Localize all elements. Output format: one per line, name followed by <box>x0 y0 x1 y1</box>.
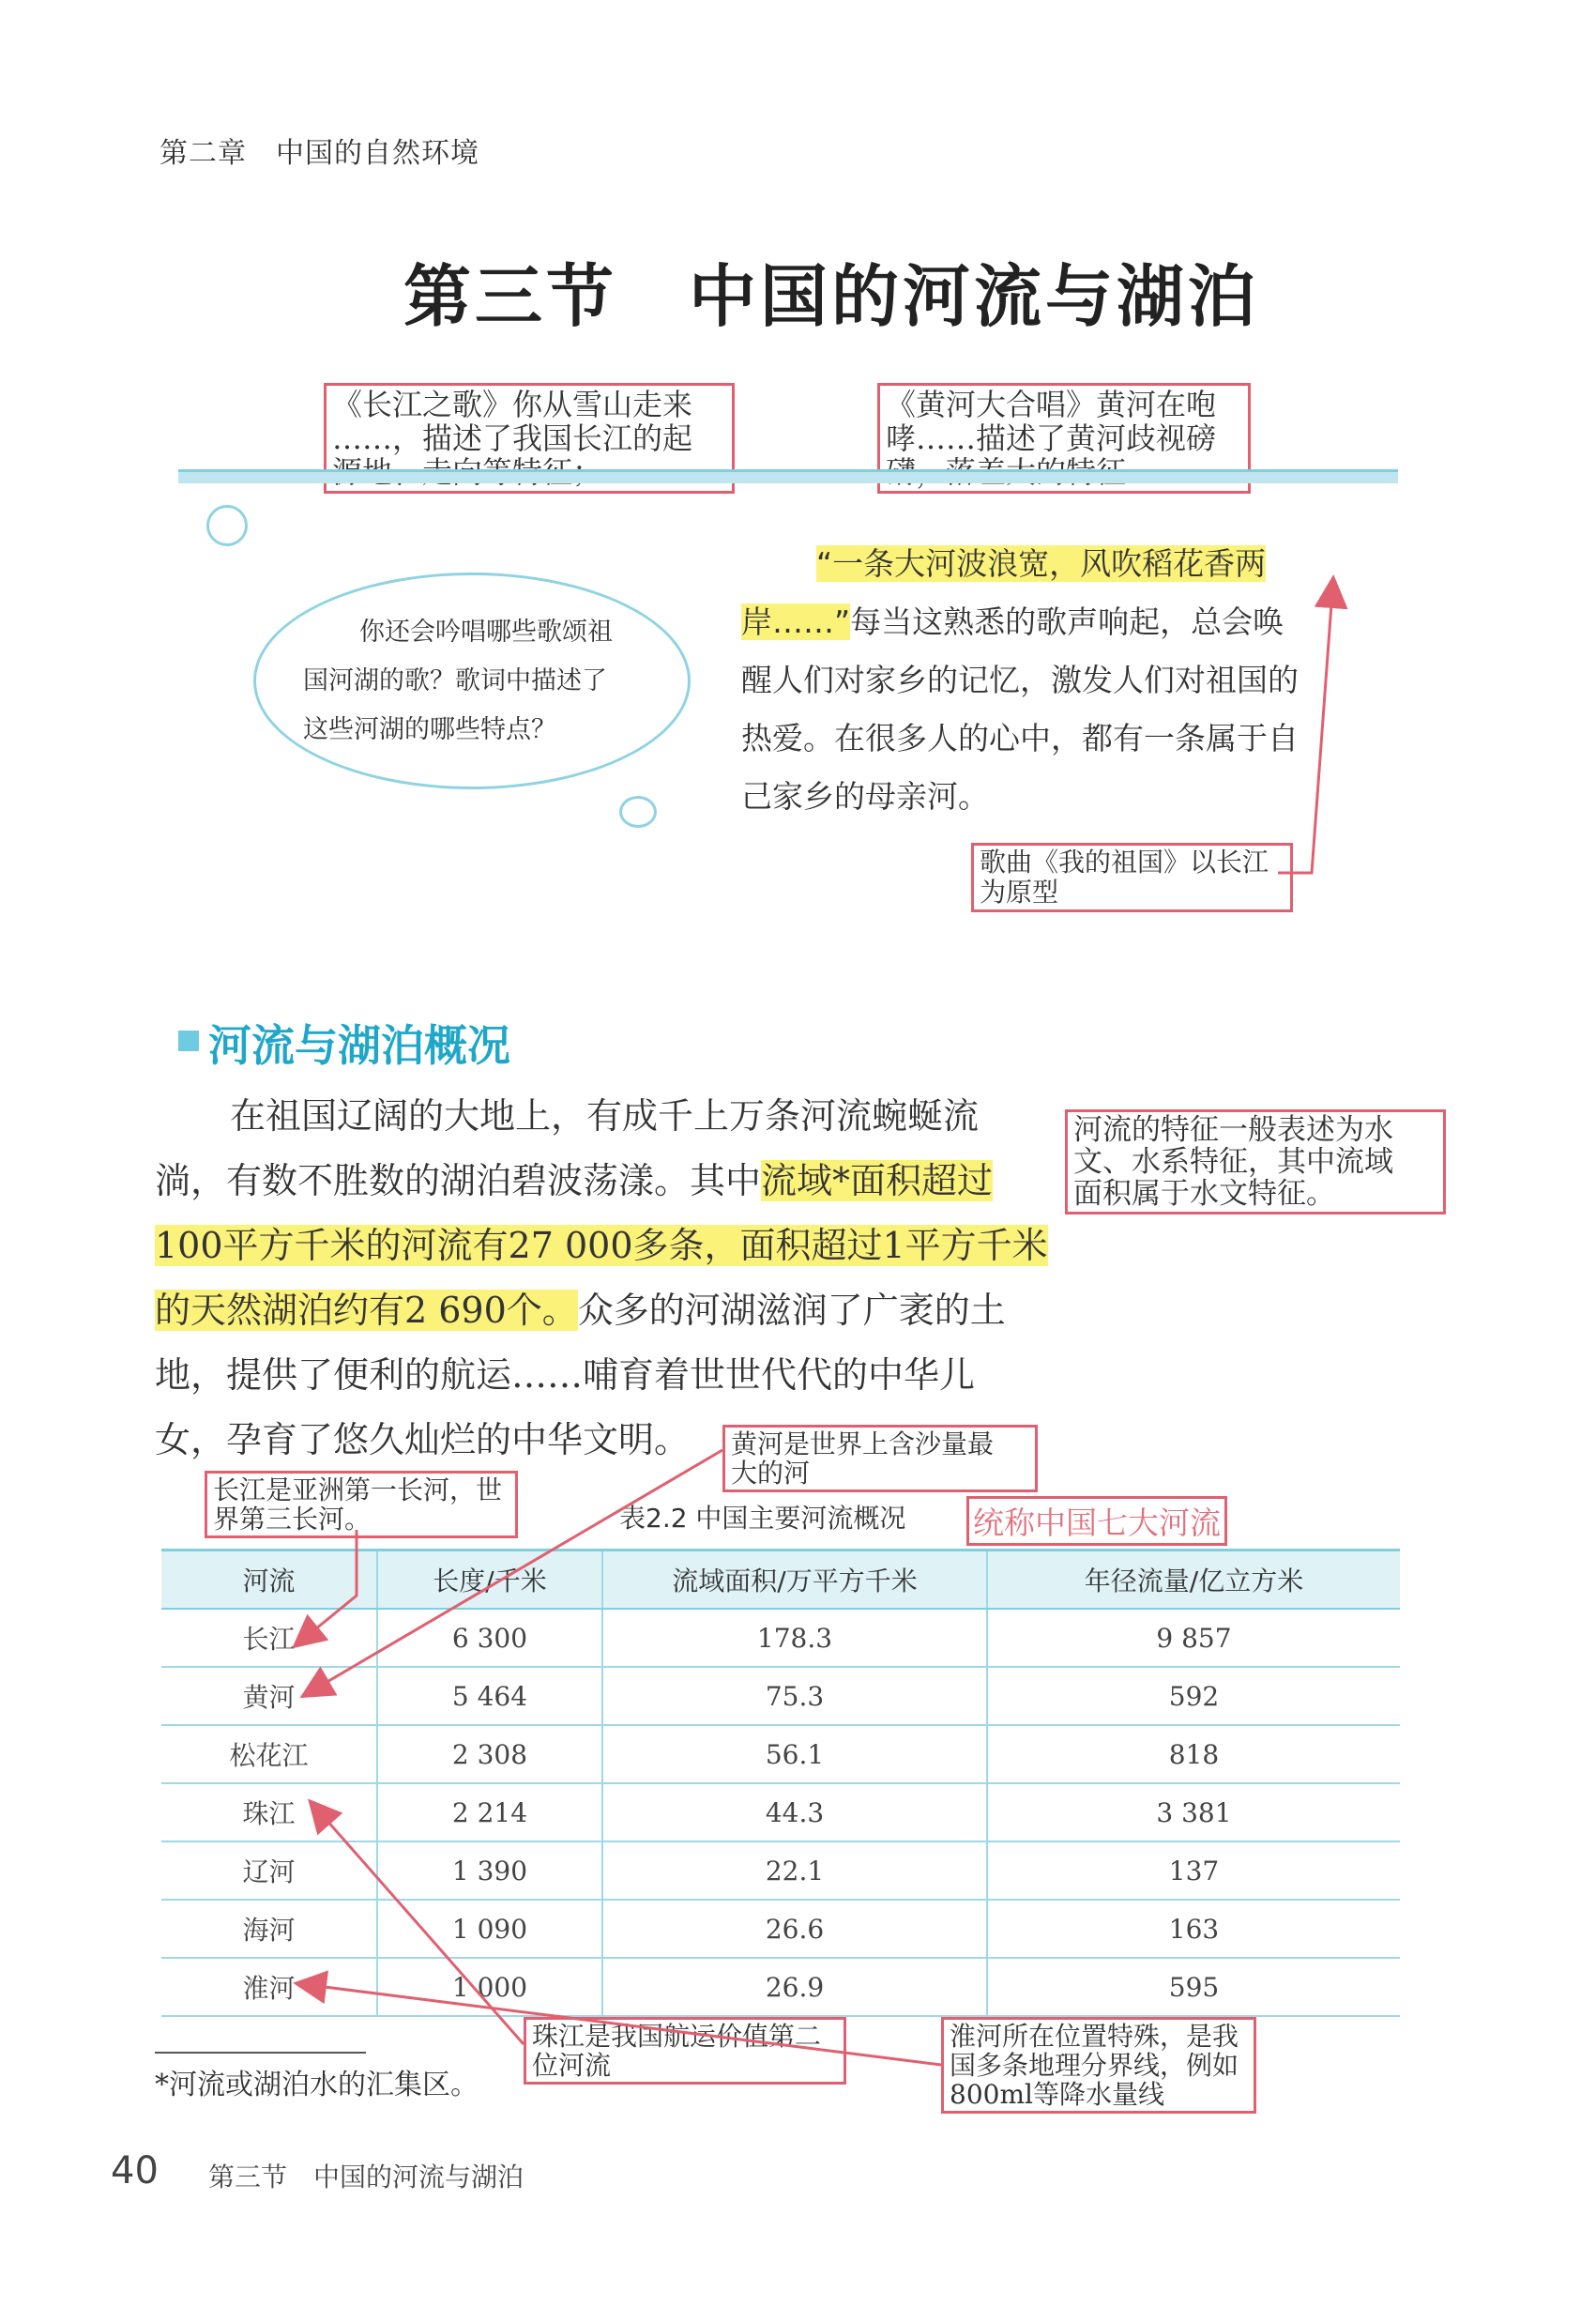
river-length: 1 000 <box>377 1958 602 2016</box>
header-river: 河流 <box>161 1551 377 1610</box>
note-line: 大的河 <box>731 1458 811 1489</box>
arrow-huaihe <box>310 1985 941 2065</box>
river-area: 22.1 <box>602 1841 987 1900</box>
note-line: 为原型 <box>980 877 1059 908</box>
intro-text: 热爱。在很多人的心中，都有一条属于自 <box>741 720 1299 756</box>
footnote-rule <box>155 2052 366 2054</box>
body-highlight: 的天然湖泊约有2 690个。 <box>155 1290 578 1331</box>
river-area: 44.3 <box>602 1783 987 1841</box>
subheading: 河流与湖泊概况 <box>208 1020 510 1071</box>
footnote: *河流或湖泊水的汇集区。 <box>155 2069 479 2101</box>
header-basin-area: 流域面积/万平方千米 <box>602 1551 987 1610</box>
body-text: 地，提供了便利的航运……哺育着世世代代的中华儿 <box>155 1354 976 1396</box>
river-runoff: 163 <box>987 1900 1400 1958</box>
header-annual-runoff: 年径流量/亿立方米 <box>987 1551 1400 1610</box>
lyric-highlight-end: 岸……” <box>741 603 851 640</box>
river-name: 松花江 <box>161 1725 377 1783</box>
river-name: 淮河 <box>161 1958 377 2016</box>
bubble-line: 国河湖的歌？歌词中描述了 <box>303 666 607 695</box>
note-line: 哮……描述了黄河歧视磅 <box>886 420 1217 456</box>
note-seven-rivers: 统称中国七大河流 <box>966 1496 1227 1546</box>
river-length: 1 090 <box>377 1900 602 1958</box>
arrow-changjiang-long <box>305 1530 357 1638</box>
river-name: 海河 <box>161 1900 377 1958</box>
body-text: 众多的河湖滋润了广袤的土 <box>577 1290 1006 1331</box>
note-line: 位河流 <box>532 2050 612 2081</box>
bubble-line: 这些河湖的哪些特点？ <box>303 715 556 744</box>
note-line: 《长江之歌》你从雪山走来 <box>332 387 693 422</box>
river-length: 6 300 <box>377 1609 602 1667</box>
body-highlight: 100平方千米的河流有27 000多条，面积超过1平方千米 <box>155 1225 1048 1266</box>
body-text: 女，孕育了悠久灿烂的中华文明。 <box>155 1419 691 1460</box>
note-line: 800ml等降水量线 <box>950 2079 1164 2110</box>
river-length: 2 214 <box>377 1783 602 1841</box>
river-name: 黄河 <box>161 1667 377 1725</box>
note-line: 淮河所在位置特殊，是我 <box>950 2021 1239 2052</box>
river-name: 长江 <box>161 1609 377 1667</box>
note-line: ……，描述了我国长江的起 <box>332 420 693 456</box>
river-area: 75.3 <box>602 1667 987 1725</box>
note-line: 文、水系特征，其中流域 <box>1073 1145 1393 1179</box>
header-length: 长度/千米 <box>377 1551 602 1610</box>
river-area: 56.1 <box>602 1725 987 1783</box>
body-text: 淌，有数不胜数的湖泊碧波荡漾。其中 <box>155 1160 762 1201</box>
river-area: 178.3 <box>602 1609 987 1667</box>
note-line: 长江是亚洲第一长河，世 <box>213 1474 503 1505</box>
river-name: 珠江 <box>161 1783 377 1841</box>
body-highlight: 流域*面积超过 <box>761 1160 994 1201</box>
river-area: 26.9 <box>602 1958 987 2016</box>
table-caption: 表2.2 中国主要河流概况 <box>619 1503 906 1534</box>
river-length: 5 464 <box>377 1667 602 1725</box>
note-line: 黄河是世界上含沙量最 <box>731 1428 995 1459</box>
river-runoff: 592 <box>987 1667 1400 1725</box>
note-line: 歌曲《我的祖国》以长江 <box>980 847 1269 878</box>
river-area: 26.6 <box>602 1900 987 1958</box>
river-runoff: 595 <box>987 1958 1400 2016</box>
chapter-header: 第二章 中国的自然环境 <box>160 137 479 170</box>
footer-section: 第三节 中国的河流与湖泊 <box>208 2162 524 2192</box>
river-runoff: 818 <box>987 1725 1400 1783</box>
note-line: 河流的特征一般表述为水 <box>1073 1113 1393 1147</box>
page-number: 40 <box>111 2149 159 2192</box>
arrow-my-motherland <box>1278 591 1332 873</box>
intro-text: 醒人们对家乡的记忆，激发人们对祖国的 <box>741 662 1299 698</box>
river-runoff: 137 <box>987 1841 1400 1900</box>
river-runoff: 3 381 <box>987 1783 1400 1841</box>
intro-text: 每当这熟悉的歌声响起，总会唤 <box>850 603 1284 640</box>
bubble-line: 你还会吟唱哪些歌颂祖 <box>359 618 613 647</box>
note-line: 国多条地理分界线，例如 <box>950 2050 1239 2081</box>
note-line: 界第三长河。 <box>213 1504 372 1535</box>
river-name: 辽河 <box>161 1841 377 1900</box>
river-runoff: 9 857 <box>987 1609 1400 1667</box>
note-line: 珠江是我国航运价值第二 <box>532 2021 822 2052</box>
river-length: 1 390 <box>377 1841 602 1900</box>
body-text: 在祖国辽阔的大地上，有成千上万条河流蜿蜒流 <box>230 1095 980 1137</box>
arrow-huanghe-sand <box>314 1450 722 1689</box>
lyric-highlight: “一条大河波浪宽，风吹稻花香两 <box>816 545 1267 582</box>
section-title: 第三节 中国的河流与湖泊 <box>403 256 1260 336</box>
river-length: 2 308 <box>377 1725 602 1783</box>
note-line: 面积属于水文特征。 <box>1073 1177 1335 1211</box>
note-line: 《黄河大合唱》黄河在咆 <box>886 387 1217 422</box>
intro-text: 己家乡的母亲河。 <box>741 778 989 815</box>
